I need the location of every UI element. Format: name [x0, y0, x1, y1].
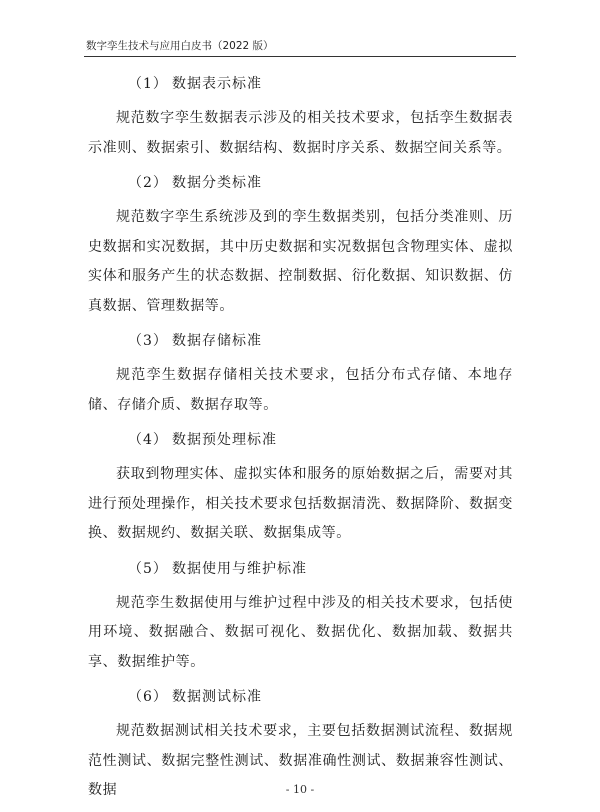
- section-title: 数据表示标准: [172, 76, 262, 92]
- section-number: （4）: [128, 432, 168, 448]
- section-title: 数据使用与维护标准: [172, 560, 307, 577]
- section-heading-6: [88, 683, 513, 711]
- section-title: 数据测试标准: [172, 689, 262, 705]
- header-divider: [84, 56, 516, 57]
- section-number: （5）: [128, 560, 168, 577]
- section-paragraph-4: 获取到物理实体、虚拟实体和服务的原始数据之后，需要对其进行预处理操作，相关技术要求包括数据清洗、数据降阶、数据变换、数据规约、数据关联、数据集成等。: [88, 466, 513, 541]
- section-heading-2: [88, 169, 513, 197]
- section-title: 数据预处理标准: [172, 432, 277, 448]
- page-number: - 10 -: [285, 783, 315, 796]
- section-heading-5: [88, 555, 513, 583]
- running-header: 数字孪生技术与应用白皮书（2022 版）: [86, 40, 274, 52]
- section-heading-1: [88, 70, 513, 98]
- section-title: 数据分类标准: [172, 175, 262, 191]
- section-paragraph-1: 规范数字孪生数据表示涉及的相关技术要求，包括孪生数据表示准则、数据索引、数据结构、数据时序关系、数据空间关系等。: [88, 110, 513, 156]
- section-heading-4: [88, 426, 513, 454]
- section-number: （1）: [128, 76, 168, 92]
- section-number: （2）: [128, 175, 168, 191]
- section-paragraph-6: 规范数据测试相关技术要求，主要包括数据测试流程、数据规范性测试、数据完整性测试、数据准确性测试、数据兼容性测试、数据: [88, 723, 513, 798]
- section-number: （6）: [128, 689, 168, 705]
- section-heading-3: [88, 327, 513, 355]
- section-paragraph-2: 规范数字孪生系统涉及到的孪生数据类别，包括分类准则、历史数据和实况数据，其中历史数据和实况数据包含物理实体、虚拟实体和服务产生的状态数据、控制数据、衍化数据、知识数据、仿真数据、管理数据等。: [88, 209, 513, 314]
- document-body: [88, 66, 513, 812]
- section-title: 数据存储标准: [172, 333, 262, 349]
- section-number: （3）: [128, 333, 168, 349]
- section-paragraph-3: 规范孪生数据存储相关技术要求，包括分布式存储、本地存储、存储介质、数据存取等。: [88, 367, 513, 413]
- section-paragraph-5: 规范孪生数据使用与维护过程中涉及的相关技术要求，包括使用环境、数据融合、数据可视化、数据优化、数据加载、数据共享、数据维护等。: [88, 594, 513, 670]
